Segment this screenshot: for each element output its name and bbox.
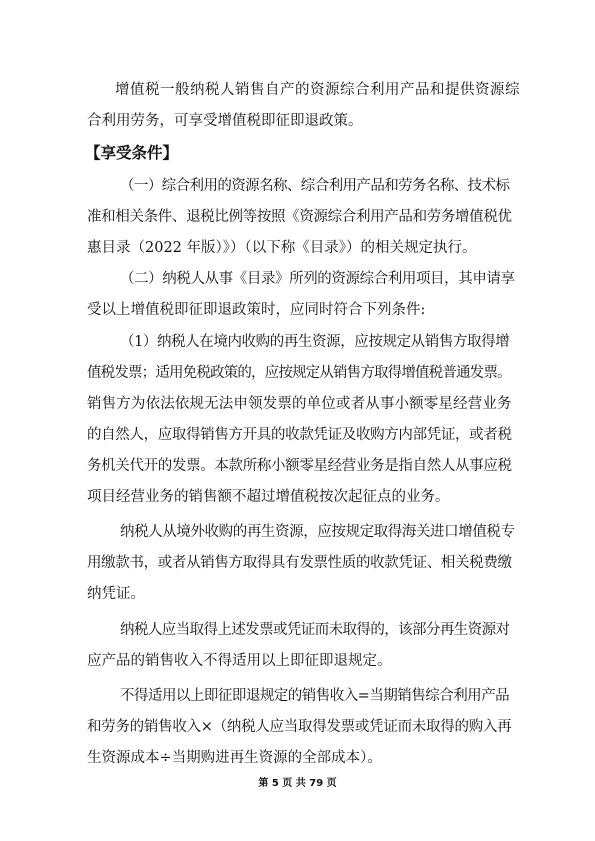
- paragraph-line: 增值税一般纳税人销售自产的资源综合利用产品和提供资源综: [115, 82, 520, 98]
- paragraph-line: 合利用劳务，可享受增值税即征即退政策。: [87, 113, 363, 129]
- paragraph-line: 纳税人从境外收购的再生资源，应按规定取得海关进口增值税专: [120, 524, 515, 540]
- paragraph-line: 准和相关条件、退税比例等按照《资源综合利用产品和劳务增值税优: [87, 209, 512, 225]
- paragraph-line: 项目经营业务的销售额不超过增值税按次起征点的业务。: [87, 489, 450, 505]
- paragraph-line: 值税发票；适用免税政策的，应按规定从销售方取得增值税普通发票。: [87, 365, 511, 381]
- paragraph-line: 和劳务的销售收入×（纳税人应当取得发票或凭证而未取得的购入再: [87, 719, 512, 735]
- paragraph-line: 受以上增值税即征即退政策时，应同时符合下列条件:: [87, 302, 426, 318]
- paragraph-line: 惠目录（2022 年版）》）（以下称《目录》）的相关规定执行。: [87, 240, 477, 256]
- paragraph-line: 应产品的销售收入不得适用以上即征即退规定。: [87, 653, 392, 669]
- page-number: 第 5 页 共 79 页: [258, 778, 337, 789]
- paragraph-line: （二）纳税人从事《目录》所列的资源综合利用项目，其申请享: [120, 271, 515, 287]
- paragraph-line: （1）纳税人在境内收购的再生资源，应按规定从销售方取得增: [120, 334, 510, 350]
- section-heading: 【享受条件】: [85, 144, 179, 162]
- paragraph-line: 纳税人应当取得上述发票或凭证而未取得的，该部分再生资源对: [120, 622, 510, 638]
- paragraph-line: 销售方为依法依规无法申领发票的单位或者从事小额零星经营业务: [87, 396, 512, 412]
- paragraph-line: 生资源成本÷当期购进再生资源的全部成本）。: [87, 750, 382, 766]
- paragraph-line: 纳凭证。: [87, 586, 145, 602]
- paragraph-line: （一）综合利用的资源名称、综合利用产品和劳务名称、技术标: [120, 178, 510, 194]
- paragraph-line: 务机关代开的发票。本款所称小额零星经营业务是指自然人从事应税: [87, 458, 512, 474]
- paragraph-line: 用缴款书，或者从销售方取得具有发票性质的收款凭证、相关税费缴: [87, 555, 512, 571]
- paragraph-line: 不得适用以上即征即退规定的销售收入=当期销售综合利用产品: [120, 688, 510, 704]
- paragraph-line: 的自然人，应取得销售方开具的收款凭证及收购方内部凭证，或者税: [87, 427, 512, 443]
